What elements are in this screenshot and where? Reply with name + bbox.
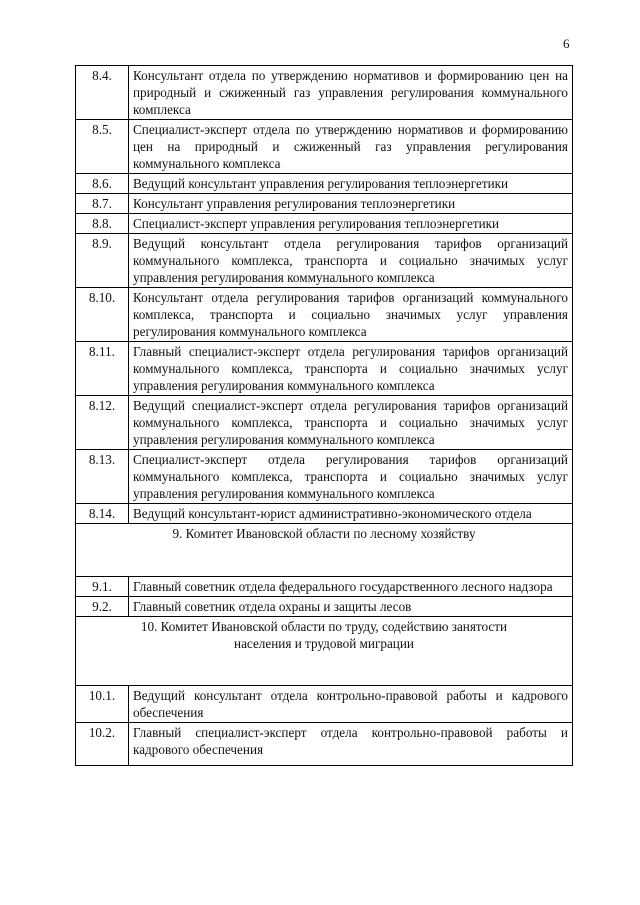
position-title: Главный специалист-эксперт отдела контрольно-правовой работы и кадрового обеспечения [129, 723, 573, 766]
position-title: Ведущий консультант-юрист административно-экономического отдела [129, 504, 573, 524]
section-heading-row [76, 617, 573, 686]
position-title: Ведущий консультант отдела контрольно-правовой работы и кадрового обеспечения [129, 686, 573, 723]
position-title: Консультант отдела по утверждению нормативов и формированию цен на природный и сжиженный газ управления регулирования коммунального комплекса [129, 66, 573, 120]
position-title: Главный специалист-эксперт отдела регулирования тарифов организаций коммунального комплекса, транспорта и социально значимых услуг управления регулирования коммунального комплекса [129, 342, 573, 396]
table-row [76, 577, 573, 597]
section-heading-row [76, 524, 573, 577]
row-number: 8.6. [76, 174, 129, 194]
table-row [76, 194, 573, 214]
row-number: 8.12. [76, 396, 129, 450]
table-row [76, 686, 573, 723]
row-number: 8.4. [76, 66, 129, 120]
position-title: Консультант отдела регулирования тарифов организаций коммунального комплекса, транспорта и социально значимых услуг управления регулирования коммунального комплекса [129, 288, 573, 342]
table-row [76, 288, 573, 342]
row-number: 8.11. [76, 342, 129, 396]
position-title: Специалист-эксперт отдела по утверждению нормативов и формированию цен на природный и сжиженный газ управления регулирования коммунального комплекса [129, 120, 573, 174]
table-row [76, 214, 573, 234]
row-number: 10.1. [76, 686, 129, 723]
row-number: 8.8. [76, 214, 129, 234]
position-title: Главный советник отдела федерального государственного лесного надзора [129, 577, 573, 597]
row-number: 8.10. [76, 288, 129, 342]
table-row [76, 396, 573, 450]
position-title: Специалист-эксперт управления регулирования теплоэнергетики [129, 214, 573, 234]
row-number: 8.7. [76, 194, 129, 214]
page-number: 6 [563, 36, 570, 51]
row-number: 8.5. [76, 120, 129, 174]
row-number: 8.14. [76, 504, 129, 524]
table-row [76, 66, 573, 120]
table-row [76, 450, 573, 504]
position-title: Ведущий консультант отдела регулирования тарифов организаций коммунального комплекса, транспорта и социально значимых услуг управления регулирования коммунального комплекса [129, 234, 573, 288]
section-title: 9. Комитет Ивановской области по лесному хозяйству [76, 524, 573, 577]
row-number: 9.2. [76, 597, 129, 617]
table-row [76, 597, 573, 617]
row-number: 8.9. [76, 234, 129, 288]
position-title: Главный советник отдела охраны и защиты лесов [129, 597, 573, 617]
row-number: 9.1. [76, 577, 129, 597]
positions-table [75, 65, 573, 766]
position-title: Консультант управления регулирования теплоэнергетики [129, 194, 573, 214]
section-title-line: 10. Комитет Ивановской области по труду, содействию занятости [140, 619, 508, 634]
position-title: Ведущий специалист-эксперт отдела регулирования тарифов организаций коммунального комплекса, транспорта и социально значимых услуг управления регулирования коммунального комплекса [129, 396, 573, 450]
table-row [76, 120, 573, 174]
table-row [76, 174, 573, 194]
table-row [76, 504, 573, 524]
table-row [76, 234, 573, 288]
position-title: Ведущий консультант управления регулирования теплоэнергетики [129, 174, 573, 194]
row-number: 10.2. [76, 723, 129, 766]
table-row [76, 342, 573, 396]
table-row [76, 723, 573, 766]
row-number: 8.13. [76, 450, 129, 504]
section-title-line: населения и трудовой миграции [234, 636, 414, 651]
section-title [76, 617, 573, 686]
position-title: Специалист-эксперт отдела регулирования тарифов организаций коммунального комплекса, транспорта и социально значимых услуг управления регулирования коммунального комплекса [129, 450, 573, 504]
